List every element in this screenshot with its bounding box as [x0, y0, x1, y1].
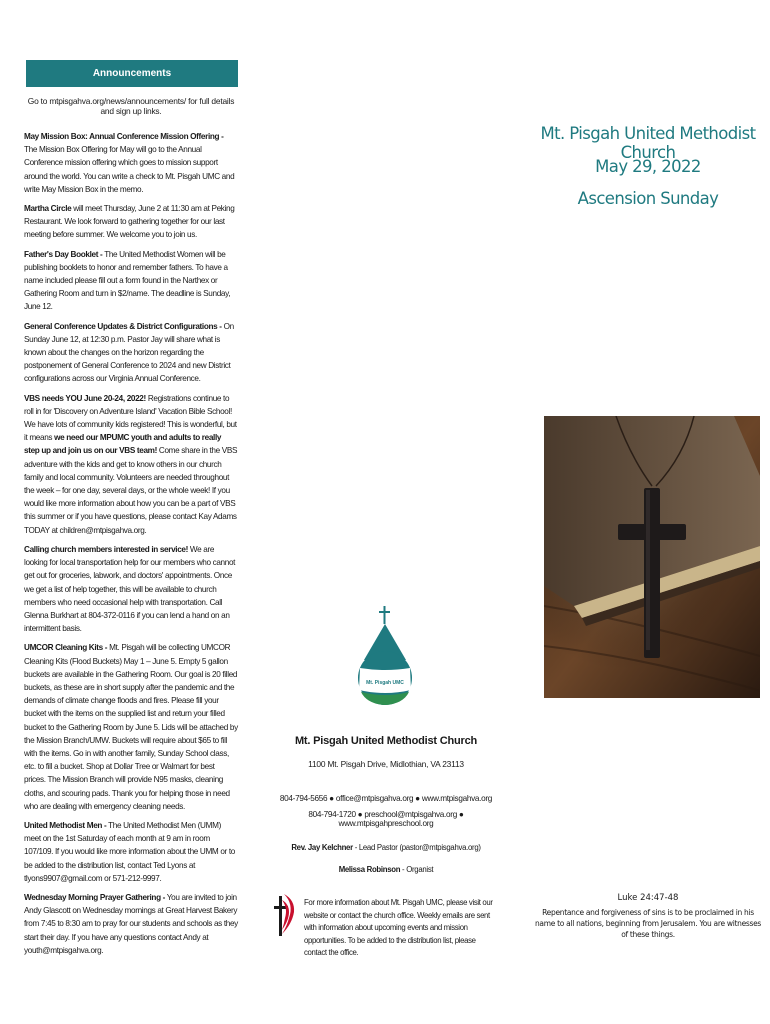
announcements-intro: Go to mtpisgahva.org/news/announcements/ for full details and sign up links. — [27, 96, 235, 116]
bulletin-church-name: Mt. Pisgah United Methodist Church — [540, 124, 756, 162]
announcement-title: May Mission Box: Annual Conference Mission Offering - — [24, 132, 224, 141]
announcement-body-cont: Come share in the VBS adventure with the kids and get to know others in our church family and local community. Volunteers are needed throughout the week – for one day, several days, or the whole week! If you would like more information about how you can be a part of VBS this summer or if you have questions, please contact Kay Adams TODAY at children@mtpisgahva.org. — [24, 446, 238, 535]
footer-info-text: For more information about Mt. Pisgah UMC, please visit our website or contact the church office. Weekly emails are sent with information about upcoming events and mission opportunities. To be added to the distribution list, please contact the office. — [304, 898, 493, 957]
announcement-item — [24, 543, 238, 635]
bible-and-cross-photo — [544, 416, 760, 698]
announcement-title: Father's Day Booklet - — [24, 249, 103, 259]
church-steeple-logo-icon — [348, 604, 422, 714]
church-name: Mt. Pisgah United Methodist Church — [294, 735, 478, 747]
contact-line-preschool: 804-794-1720 ● preschool@mtpisgahva.org ● www.mtpisgahpreschool.org — [308, 810, 464, 828]
announcement-title: UMCOR Cleaning Kits - — [24, 643, 108, 653]
church-address: 1100 Mt. Pisgah Drive, Midlothian, VA 23113 — [308, 759, 464, 769]
announcement-item — [24, 248, 238, 314]
scripture-reference: Luke 24:47-48 — [617, 893, 679, 903]
pastor-name: Rev. Jay Kelchner — [291, 843, 353, 852]
staff-pastor — [270, 843, 502, 852]
announcement-item — [24, 891, 238, 957]
announcement-item — [24, 130, 238, 196]
bulletin-occasion: Ascension Sunday — [577, 189, 719, 208]
bulletin-date: May 29, 2022 — [595, 157, 701, 176]
announcement-item — [24, 819, 238, 885]
announcement-emphasis: we need our MPUMC youth and adults to really step up and join us on our VBS team! — [24, 433, 222, 456]
announcement-item — [24, 641, 238, 813]
announcement-body: will meet Thursday, June 2 at 11:30 am at Peking Restaurant. We look forward to gathering together for our last meeting before summer. We welcome you to join us. — [24, 204, 235, 240]
pastor-role: - Lead Pastor (pastor@mtpisgahva.org) — [352, 843, 481, 852]
organist-role: - Organist — [400, 865, 434, 874]
announcement-body: The Mission Box Offering for May will go to the Annual Conference mission offering which goes to mission support around the world. You can write a check to Mt. Pisgah UMC and write May Mission Box in the memo. — [24, 145, 235, 194]
contact-line-office: 804-794-5656 ● office@mtpisgahva.org ● www.mtpisgahva.org — [279, 794, 493, 803]
church-logo — [348, 604, 422, 714]
scripture-text: Repentance and forgiveness of sins is to be proclaimed in his name to all nations, beginning from Jerusalem. You are witnesses of these things. — [534, 908, 762, 939]
announcement-body: On Sunday June 12, at 12:30 p.m. Pastor Jay will share what is known about the changes on the horizon regarding the postponement of General Conference to 2024 and new District configurations across our Virginia Annual Conference. — [24, 321, 234, 384]
announcements-header: Announcements — [26, 60, 238, 87]
announcement-item — [24, 320, 238, 386]
logo-text: Mt. Pisgah UMC — [366, 680, 404, 686]
announcement-title: Wednesday Morning Prayer Gathering - — [24, 892, 166, 902]
announcements-column — [24, 60, 238, 963]
announcement-title: General Conference Updates & District Configurations - — [24, 321, 222, 331]
bible-cross-image — [544, 416, 760, 698]
announcement-item — [24, 392, 238, 537]
announcement-body: The United Methodist Women will be publishing booklets to honor and remember fathers. To have a name included please fill out a form found in the Narthex or Gathering Room and turn in $2/name. The deadline is Sunday, June 12. — [24, 249, 231, 312]
announcement-body: We are looking for local transportation help for our members who cannot get out for groceries, labwork, and doctors' appointments. Once we get a list of help together, this will be available to church members who need occasional help with transportation. Call Glenna Burkhart at 804-372-0116 if you can lend a hand on an intermittent basis. — [24, 544, 236, 634]
announcement-title: Martha Circle — [24, 204, 72, 214]
announcement-title: Calling church members interested in service! — [24, 544, 188, 554]
announcement-body: Mt. Pisgah will be collecting UMCOR Cleaning Kits (Flood Buckets) May 1 – June 5. Empty 5 gallon buckets are available in the Gathering Room. Our goal is 20 filled buckets, as these are in short supply after the pandemic and the demands of climate change floods and fires. Please fill your bucket with the items on the supplied list and return your filled bucket to the Gathering Room by June 5. Lids will be attached by the Mission Branch/UMW. Buckets will require about $65 to fill with the items. Go in with another family, Sunday School class, etc. to fill a bucket. Shop at Dollar Tree or Walmart for best prices. The Mission Branch will provide N95 masks, cleaning cloths, and scouring pads. Thank you for helping those in need who are dealing with emergency cleaning needs. — [24, 643, 238, 811]
announcement-body: You are invited to join Andy Glascott on Wednesday mornings at Great Harvest Bakery from 7:45 to 8:30 am to pray for our students and schools as they start their day. If you have any questions contact Andy at youth@mtpisgahva.org. — [24, 892, 238, 955]
staff-organist — [270, 865, 502, 874]
organist-name: Melissa Robinson — [338, 865, 401, 874]
announcement-title: VBS needs YOU June 20-24, 2022! — [24, 393, 146, 403]
announcement-title: United Methodist Men - — [24, 820, 107, 830]
announcement-item — [24, 202, 238, 242]
umc-cross-flame-icon — [272, 892, 296, 936]
announcement-body: Registrations continue to roll in for 'Discovery on Adventure Island' Vacation Bible School! We have lots of community kids registered! This is wonderful, but it means — [24, 393, 237, 443]
announcement-body: The United Methodist Men (UMM) meet on the 1st Saturday of each month at 9 am in room 107/109. If you would like more information about the UMM or to be added to the distribution list, contact Ted Lyons at tlyons9907@gmail.com or 571-212-9997. — [24, 820, 235, 883]
